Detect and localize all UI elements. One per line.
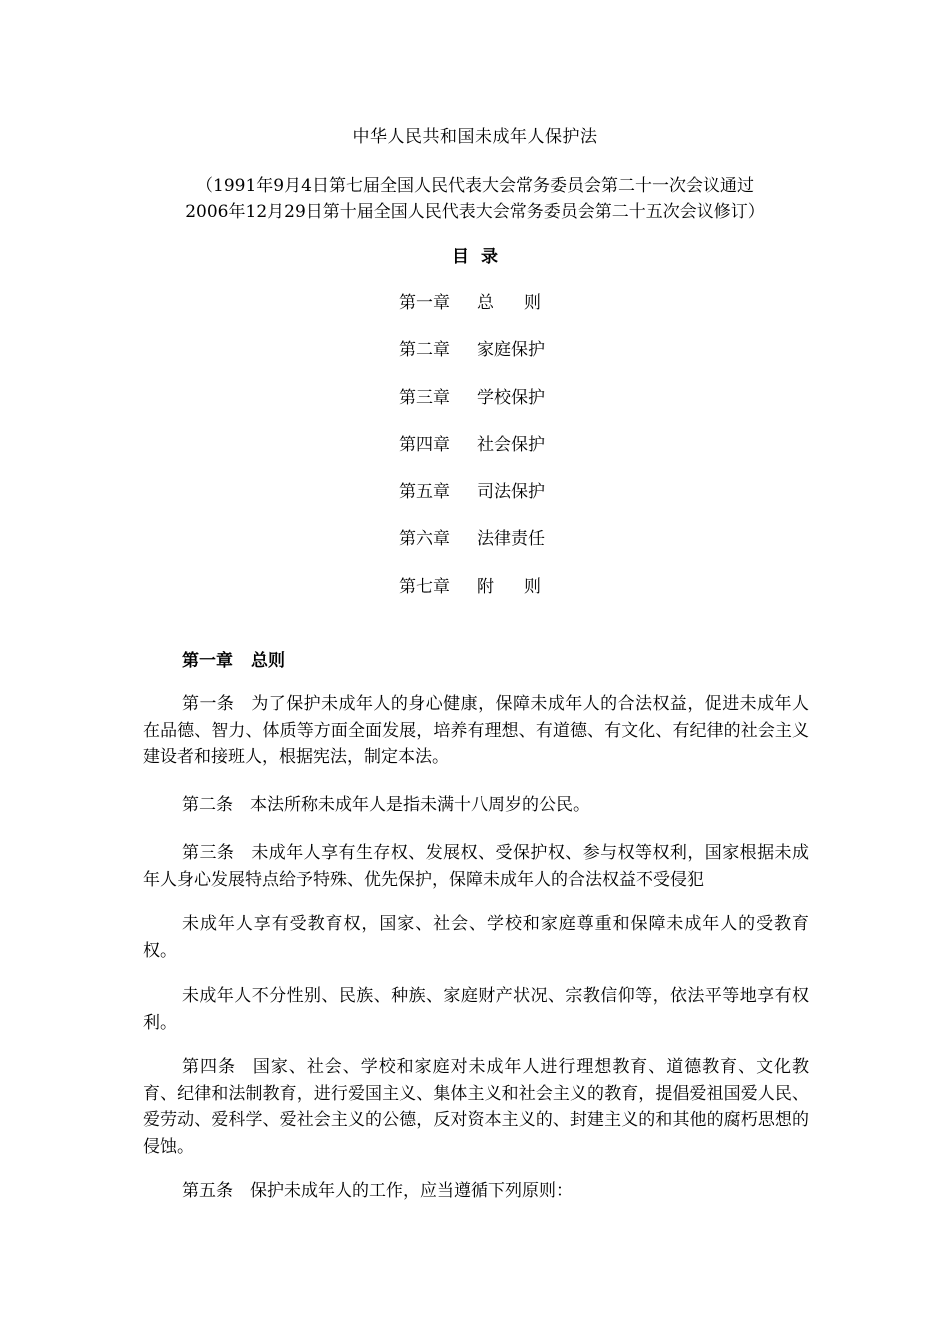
article-text: 未成年人享有生存权、发展权、受保护权、参与权等权利，国家根据未成年人身心发展特点给予特殊、优先保护，保障未成年人的合法权益不受侵犯 xyxy=(143,843,810,890)
table-of-contents xyxy=(399,290,599,621)
article-paragraph xyxy=(143,1054,809,1160)
toc-chapter-name: 社会保护 xyxy=(477,434,545,455)
toc-item xyxy=(399,526,599,573)
toc-chapter-number: 第三章 xyxy=(399,387,450,408)
toc-chapter-name: 司法保护 xyxy=(477,482,545,503)
paragraph xyxy=(143,911,809,964)
toc-item xyxy=(399,385,599,432)
toc-item xyxy=(399,432,599,479)
toc-item xyxy=(399,574,599,621)
article-text: 本法所称未成年人是指未满十八周岁的公民。 xyxy=(250,795,590,815)
article-number: 第四条 xyxy=(182,1057,236,1077)
toc-chapter-name: 法律责任 xyxy=(477,529,545,550)
toc-item xyxy=(399,479,599,526)
paragraph-text: 未成年人不分性别、民族、种族、家庭财产状况、宗教信仰等，依法平等地享有权利。 xyxy=(143,986,809,1033)
article-text: 为了保护未成年人的身心健康，保障未成年人的合法权益，促进未成年人在品德、智力、体质等方面全面发展，培养有理想、有道德、有文化、有纪律的社会主义建设者和接班人，根据宪法，制定本法。 xyxy=(143,694,810,767)
toc-chapter-name: 总则 xyxy=(477,293,571,313)
toc-heading: 目录 xyxy=(452,247,510,267)
article-number: 第五条 xyxy=(182,1181,233,1201)
article-paragraph xyxy=(143,840,809,893)
toc-chapter-name: 附则 xyxy=(477,576,571,597)
chapter-name: 总则 xyxy=(251,651,285,671)
toc-chapter-name: 学校保护 xyxy=(477,387,545,408)
toc-chapter-number: 第六章 xyxy=(399,529,450,550)
document-subtitle xyxy=(142,173,808,225)
article-text: 保护未成年人的工作，应当遵循下列原则： xyxy=(250,1181,573,1201)
toc-chapter-number: 第四章 xyxy=(399,434,450,455)
toc-chapter-number: 第五章 xyxy=(399,482,450,503)
article-paragraph xyxy=(143,1178,809,1205)
article-number: 第一条 xyxy=(182,694,235,714)
chapter-heading xyxy=(182,648,285,674)
subtitle-line-1: （1991年9月4日第七届全国人民代表大会常务委员会第二十一次会议通过 xyxy=(196,176,754,196)
toc-item xyxy=(399,290,599,337)
article-paragraph xyxy=(143,792,809,819)
toc-chapter-name: 家庭保护 xyxy=(477,340,545,361)
subtitle-line-2: 2006年12月29日第十届全国人民代表大会常务委员会第二十五次会议修订） xyxy=(185,202,765,222)
toc-chapter-number: 第二章 xyxy=(399,340,450,361)
article-paragraph xyxy=(143,691,809,771)
toc-chapter-number: 第七章 xyxy=(399,576,450,597)
paragraph-text: 未成年人享有受教育权，国家、社会、学校和家庭尊重和保障未成年人的受教育权。 xyxy=(143,914,809,961)
article-number: 第二条 xyxy=(182,795,233,815)
article-text: 国家、社会、学校和家庭对未成年人进行理想教育、道德教育、文化教育、纪律和法制教育，进行爱国主义、集体主义和社会主义的教育，提倡爱祖国爱人民、爱劳动、爱科学、爱社会主义的公德，反对资本主义的、封建主义的和其他的腐朽思想的侵蚀。 xyxy=(143,1057,810,1157)
article-number: 第三条 xyxy=(182,843,235,863)
paragraph xyxy=(143,983,809,1036)
document-title: 中华人民共和国未成年人保护法 xyxy=(352,127,598,147)
toc-item xyxy=(399,337,599,384)
toc-chapter-number: 第一章 xyxy=(399,293,450,313)
chapter-number: 第一章 xyxy=(182,651,233,671)
